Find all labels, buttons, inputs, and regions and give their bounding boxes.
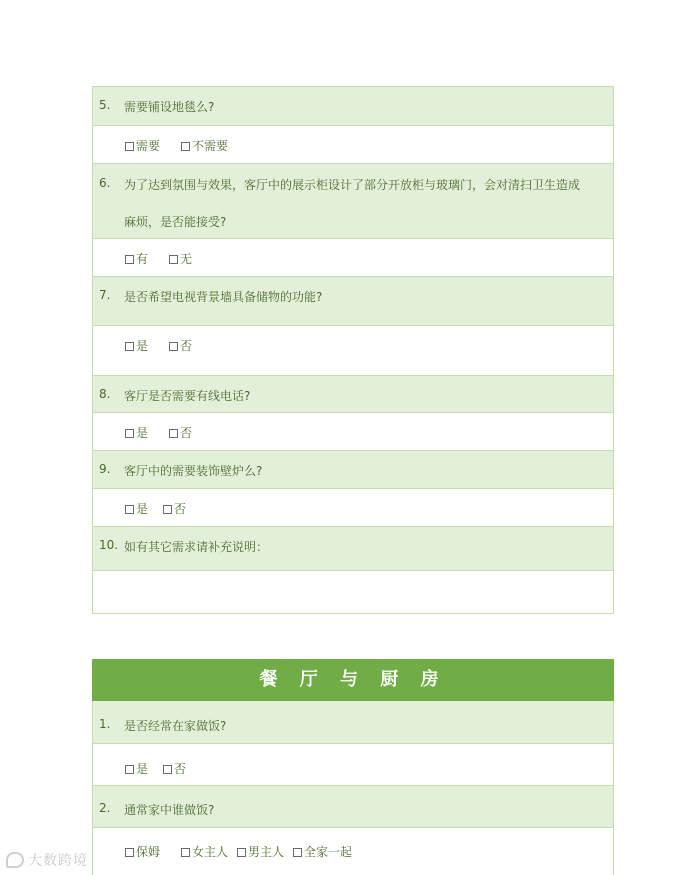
checkbox[interactable]: [125, 765, 134, 774]
question-text: 如有其它需求请补充说明：: [124, 540, 269, 554]
checkbox[interactable]: [163, 505, 172, 514]
checkbox[interactable]: [125, 142, 134, 151]
option-no[interactable]: 否: [163, 500, 186, 517]
option-nanny[interactable]: 保姆: [125, 843, 160, 860]
question-number: 10.: [99, 538, 119, 552]
answer-5: [93, 125, 613, 163]
question-5: [93, 87, 613, 125]
dining-kitchen-questionnaire: [92, 701, 614, 875]
option-host[interactable]: 男主人: [237, 843, 284, 860]
checkbox[interactable]: [125, 505, 134, 514]
question-text: 是否希望电视背景墙具备储物的功能?: [124, 290, 323, 304]
question-8: [93, 375, 613, 412]
answer-10-input-area[interactable]: [93, 570, 613, 613]
checkbox[interactable]: [125, 342, 134, 351]
checkbox[interactable]: [169, 342, 178, 351]
option-yes[interactable]: 是: [125, 337, 148, 354]
option-yes[interactable]: 是: [125, 424, 148, 441]
question-text: 需要铺设地毯么?: [124, 100, 215, 114]
question-number: 7.: [99, 288, 111, 302]
watermark-text: 大数跨境: [28, 853, 88, 869]
checkbox[interactable]: [125, 848, 134, 857]
option-yes[interactable]: 是: [125, 760, 148, 777]
checkbox[interactable]: [169, 255, 178, 264]
question-number: 9.: [99, 462, 111, 476]
checkbox[interactable]: [181, 848, 190, 857]
question-text: 客厅中的需要装饰壁炉么?: [124, 464, 263, 478]
question-2: [93, 785, 613, 827]
checkbox[interactable]: [237, 848, 246, 857]
option-yes[interactable]: 有: [125, 250, 148, 267]
question-9: [93, 450, 613, 488]
question-text: 通常家中谁做饭?: [124, 803, 215, 817]
question-7: [93, 276, 613, 325]
option-no[interactable]: 否: [169, 424, 192, 441]
watermark: [6, 850, 88, 870]
answer-9: [93, 488, 613, 526]
option-hostess[interactable]: 女主人: [181, 843, 228, 860]
checkbox[interactable]: [163, 765, 172, 774]
checkbox[interactable]: [169, 429, 178, 438]
option-whole-family[interactable]: 全家一起: [293, 843, 352, 860]
option-no[interactable]: 无: [169, 250, 192, 267]
question-number: 6.: [99, 176, 111, 190]
checkbox[interactable]: [293, 848, 302, 857]
answer-2: [93, 827, 613, 871]
question-6: [93, 163, 613, 238]
question-text-line1: 为了达到氛围与效果，客厅中的展示柜设计了部分开放柜与玻璃门，会对清扫卫生造成: [124, 178, 581, 192]
chat-logo-icon: [6, 852, 24, 868]
checkbox[interactable]: [181, 142, 190, 151]
answer-1: [93, 743, 613, 785]
living-room-questionnaire: [92, 86, 614, 614]
answer-8: [93, 412, 613, 450]
answer-6: [93, 238, 613, 276]
question-number: 1.: [99, 717, 111, 731]
checkbox[interactable]: [125, 429, 134, 438]
option-no[interactable]: 否: [163, 760, 186, 777]
option-no-need[interactable]: 不需要: [181, 137, 228, 154]
question-number: 8.: [99, 387, 111, 401]
option-need[interactable]: 需要: [125, 137, 160, 154]
question-text: 客厅是否需要有线电话?: [124, 389, 251, 403]
question-1: [93, 701, 613, 743]
question-text: 是否经常在家做饭?: [124, 719, 227, 733]
question-number: 5.: [99, 98, 111, 112]
option-yes[interactable]: 是: [125, 500, 148, 517]
question-number: 2.: [99, 801, 111, 815]
question-10: [93, 526, 613, 570]
option-no[interactable]: 否: [169, 337, 192, 354]
question-text-line2: 麻烦，是否能接受?: [124, 215, 227, 229]
section-title-dining-kitchen: 餐 厅 与 厨 房: [92, 659, 614, 701]
checkbox[interactable]: [125, 255, 134, 264]
answer-7: [93, 325, 613, 375]
